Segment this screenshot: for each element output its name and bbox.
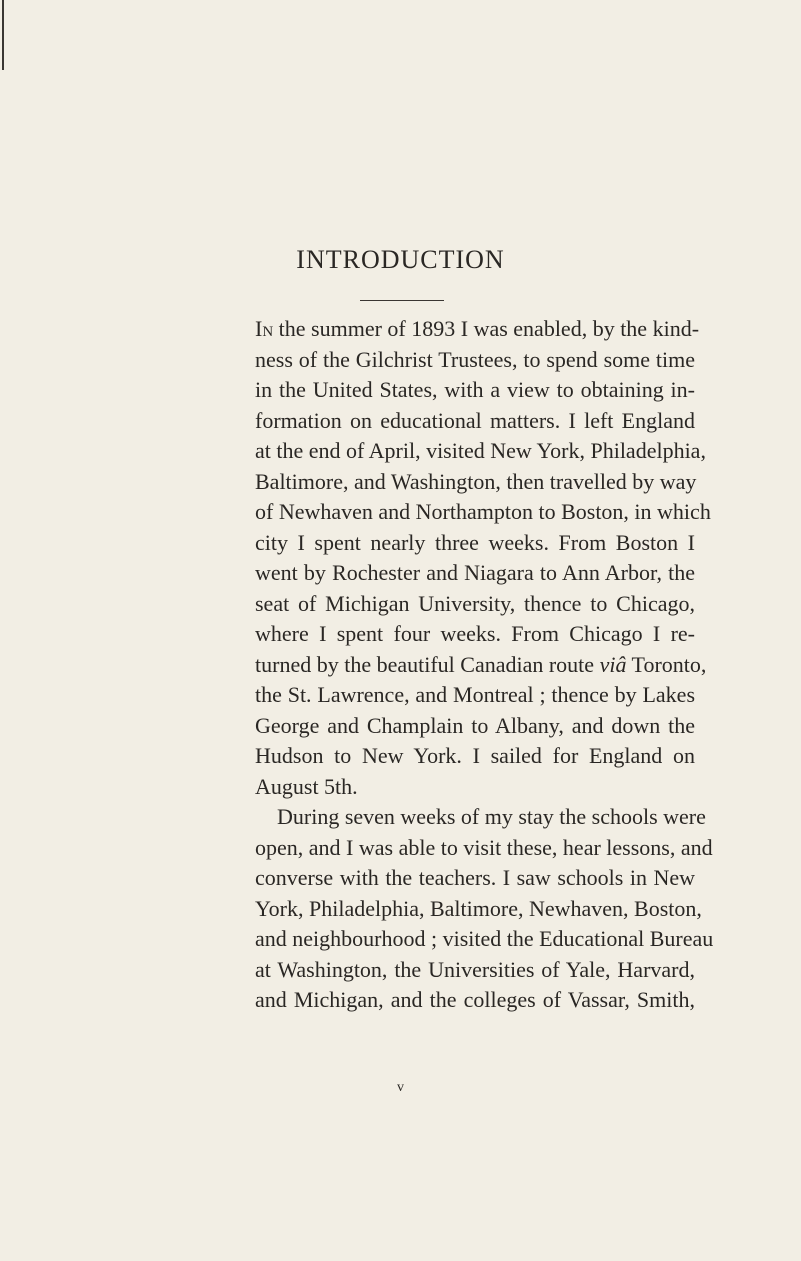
text-line: George and Champlain to Albany, and down the <box>255 712 695 738</box>
text-segment: turned by the beautiful Canadian route <box>255 651 600 677</box>
text-line <box>255 314 700 345</box>
italic-word: viâ <box>599 651 627 677</box>
text-segment: Toronto, <box>626 651 707 677</box>
text-line <box>255 650 707 681</box>
chapter-heading: INTRODUCTION <box>296 245 505 274</box>
text-line: York, Philadelphia, Baltimore, Newhaven, Boston, <box>255 895 702 921</box>
text-line: in the United States, with a view to obtaining in- <box>255 377 695 402</box>
drop-lead-word: In <box>255 316 274 341</box>
page-edge-line <box>2 0 4 70</box>
text-line-rest: the summer of 1893 I was enabled, by the kind- <box>273 316 700 341</box>
text-line: During seven weeks of my stay the schools were <box>277 804 706 829</box>
page-number: v <box>397 1080 404 1095</box>
text-line: formation on educational matters. I left England <box>255 407 695 433</box>
heading-rule <box>360 300 444 301</box>
text-line: August 5th. <box>255 773 358 799</box>
text-line: went by Rochester and Niagara to Ann Arbor, the <box>255 560 695 585</box>
text-line: ness of the Gilchrist Trustees, to spend some time <box>255 346 695 372</box>
text-line: Hudson to New York. I sailed for England on <box>255 743 695 768</box>
text-line: Baltimore, and Washington, then travelled by way <box>255 468 697 494</box>
text-line: open, and I was able to visit these, hear lessons, and <box>255 834 713 860</box>
text-line: of Newhaven and Northampton to Boston, in which <box>255 499 711 524</box>
text-line: city I spent nearly three weeks. From Boston I <box>255 529 695 555</box>
text-line: and Michigan, and the colleges of Vassar, Smith, <box>255 987 695 1012</box>
text-line: and neighbourhood ; visited the Educational Bureau <box>255 926 714 951</box>
text-line: the St. Lawrence, and Montreal ; thence by Lakes <box>255 682 695 707</box>
text-line: seat of Michigan University, thence to Chicago, <box>255 590 695 616</box>
text-line: at the end of April, visited New York, Philadelphia, <box>255 438 706 463</box>
text-line: converse with the teachers. I saw schools in New <box>255 865 695 890</box>
text-line: where I spent four weeks. From Chicago I re- <box>255 621 695 646</box>
text-line: at Washington, the Universities of Yale, Harvard, <box>255 956 695 982</box>
body-text <box>255 314 714 1016</box>
